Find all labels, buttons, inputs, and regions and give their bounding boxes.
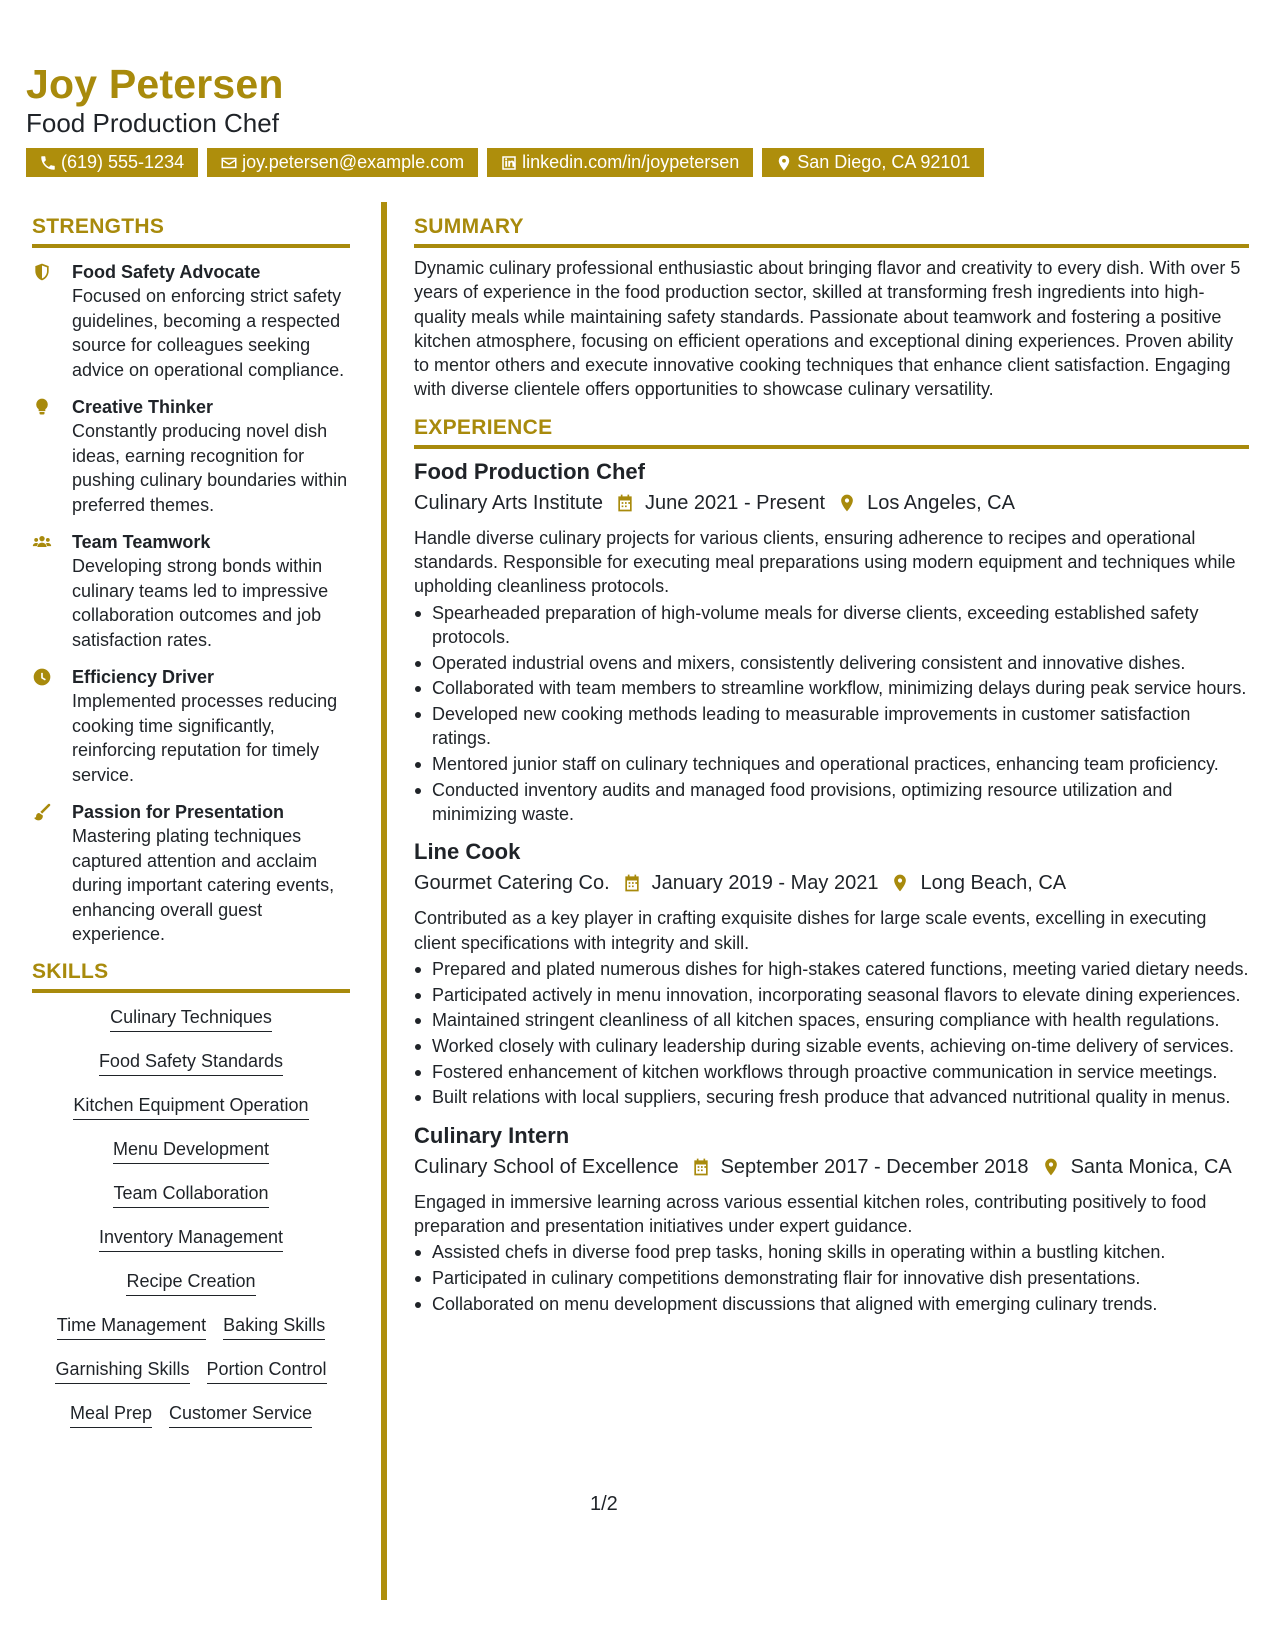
candidate-name: Joy Petersen (26, 61, 284, 107)
job-meta (414, 488, 1249, 518)
bullet-item: Mentored junior staff on culinary techniques and operational practices, enhancing team proficiency. (414, 752, 1249, 776)
job-location: Los Angeles, CA (867, 491, 1015, 514)
users-icon (32, 532, 52, 552)
skills-list (32, 1005, 350, 1445)
job-entry (414, 838, 1249, 1109)
skill-tag: Meal Prep (70, 1401, 152, 1428)
job-meta (414, 1152, 1249, 1182)
skill-tag: Baking Skills (223, 1313, 325, 1340)
bullet-item: Worked closely with culinary leadership during sizable events, achieving on-time delivery of services. (414, 1034, 1249, 1058)
summary-heading: SUMMARY (414, 215, 1249, 248)
page-number: 1/2 (590, 1493, 618, 1515)
skill-tag: Menu Development (113, 1137, 269, 1164)
skill-tag: Customer Service (169, 1401, 312, 1428)
skill-tag: Culinary Techniques (110, 1005, 272, 1032)
contact-email[interactable] (207, 148, 478, 177)
column-divider (381, 202, 387, 1600)
skill-tag: Food Safety Standards (99, 1049, 283, 1076)
skill-tag: Kitchen Equipment Operation (73, 1093, 308, 1120)
bullet-item: Participated actively in menu innovation, incorporating seasonal flavors to elevate dining experiences. (414, 983, 1249, 1007)
job-dates: January 2019 - May 2021 (651, 872, 879, 895)
left-column (32, 215, 350, 1445)
bullet-item: Conducted inventory audits and managed food provisions, optimizing resource utilization and minimizing waste. (414, 778, 1249, 827)
strength-title: Team Teamwork (72, 532, 211, 552)
strength-desc: Mastering plating techniques captured attention and acclaim during important catering events, enhancing overall guest experience. (72, 826, 335, 944)
strength-title: Passion for Presentation (72, 802, 285, 822)
summary-text: Dynamic culinary professional enthusiastic about bringing flavor and creativity to every dish. With over 5 years of experience in the food production sector, skilled at transforming fresh ingredients into high-quality meals while maintaining safety standards. Passionate about teamwork and fostering a positive kitchen atmosphere, focusing on efficient operations and exceptional dining experiences. Proven ability to mentor others and execute innovative cooking techniques that enhance client satisfaction. Engaging with diverse clientele offers opportunities to showcase culinary versatility. (414, 258, 1241, 400)
bullet-item: Assisted chefs in diverse food prep tasks, honing skills in operating within a bustling kitchen. (414, 1240, 1249, 1264)
strength-title: Creative Thinker (72, 397, 214, 417)
map-pin-icon (1041, 1157, 1061, 1177)
job-entry (414, 1122, 1249, 1316)
lightbulb-icon (32, 397, 52, 417)
bullet-item: Collaborated on menu development discussions that aligned with emerging culinary trends. (414, 1292, 1249, 1316)
experience-section (414, 416, 1249, 1316)
job-description: Contributed as a key player in crafting exquisite dishes for large scale events, excelling in executing client specifications with integrity and skill. (414, 908, 1207, 953)
skill-tag: Inventory Management (99, 1225, 283, 1252)
strength-title: Efficiency Driver (72, 667, 215, 687)
job-dates: September 2017 - December 2018 (720, 1155, 1029, 1178)
contact-linkedin[interactable] (487, 148, 753, 177)
skill-tag: Recipe Creation (126, 1269, 255, 1296)
linkedin-text: linkedin.com/in/joypetersen (522, 152, 740, 173)
job-title: Line Cook (414, 839, 521, 865)
calendar-icon (691, 1157, 711, 1177)
strength-title: Food Safety Advocate (72, 262, 261, 282)
bullet-item: Spearheaded preparation of high-volume meals for diverse clients, exceeding established safety protocols. (414, 601, 1249, 650)
job-bullets (414, 957, 1249, 1110)
phone-icon (39, 154, 57, 172)
paintbrush-icon (32, 802, 52, 822)
job-dates: June 2021 - Present (644, 491, 826, 514)
map-pin-icon (837, 493, 857, 513)
job-entry (414, 458, 1249, 827)
job-bullets (414, 1240, 1249, 1316)
linkedin-icon (500, 154, 518, 172)
strengths-heading: STRENGTHS (32, 215, 350, 248)
phone-text: (619) 555-1234 (61, 152, 185, 173)
strength-desc: Constantly producing novel dish ideas, earning recognition for pushing culinary boundaries within preferred themes. (72, 421, 348, 515)
right-column (414, 215, 1249, 1317)
contact-phone[interactable] (26, 148, 198, 177)
bullet-item: Prepared and plated numerous dishes for high-stakes catered functions, meeting varied dietary needs. (414, 957, 1249, 981)
location-text: San Diego, CA 92101 (797, 152, 971, 173)
job-meta (414, 868, 1249, 898)
shield-icon (32, 262, 52, 282)
calendar-icon (622, 873, 642, 893)
skills-heading: SKILLS (32, 960, 350, 993)
bullet-item: Developed new cooking methods leading to measurable improvements in customer satisfaction ratings. (414, 702, 1249, 751)
skill-tag: Team Collaboration (113, 1181, 268, 1208)
job-company: Culinary School of Excellence (414, 1155, 679, 1178)
experience-heading: EXPERIENCE (414, 416, 1249, 449)
bullet-item: Maintained stringent cleanliness of all kitchen spaces, ensuring compliance with health regulations. (414, 1008, 1249, 1032)
job-title: Food Production Chef (414, 458, 645, 484)
calendar-icon (615, 493, 635, 513)
strength-desc: Implemented processes reducing cooking time significantly, reinforcing reputation for timely service. (72, 691, 338, 785)
clock-icon (32, 667, 52, 687)
strength-item (32, 665, 350, 787)
strength-desc: Focused on enforcing strict safety guidelines, becoming a respected source for colleagues seeking advice on operational compliance. (72, 286, 345, 380)
resume-header (26, 62, 1246, 177)
strength-item (32, 260, 350, 382)
bullet-item: Fostered enhancement of kitchen workflows through proactive communication in service meetings. (414, 1060, 1249, 1084)
strength-item (32, 800, 350, 947)
skill-tag: Portion Control (207, 1357, 327, 1384)
skills-section (32, 960, 350, 1445)
job-title: Culinary Intern (414, 1122, 570, 1148)
bullet-item: Participated in culinary competitions demonstrating flair for innovative dish presentations. (414, 1266, 1249, 1290)
candidate-title: Food Production Chef (26, 108, 279, 139)
map-pin-icon (890, 873, 910, 893)
job-company: Gourmet Catering Co. (414, 872, 610, 895)
job-description: Engaged in immersive learning across various essential kitchen roles, contributing positively to food preparation and presentation initiatives under expert guidance. (414, 1191, 1207, 1236)
job-location: Long Beach, CA (920, 872, 1067, 895)
skill-tag: Garnishing Skills (55, 1357, 189, 1384)
job-location: Santa Monica, CA (1070, 1155, 1232, 1178)
bullet-item: Operated industrial ovens and mixers, consistently delivering consistent and innovative dishes. (414, 651, 1249, 675)
envelope-icon (220, 154, 238, 172)
strengths-list (32, 260, 350, 947)
job-bullets (414, 601, 1249, 827)
strength-item (32, 395, 350, 517)
map-pin-icon (775, 154, 793, 172)
bullet-item: Built relations with local suppliers, securing fresh produce that advanced nutritional quality in menus. (414, 1085, 1249, 1109)
skill-tag: Time Management (57, 1313, 206, 1340)
contact-bar (26, 148, 1246, 177)
job-company: Culinary Arts Institute (414, 491, 603, 514)
contact-location (762, 148, 984, 177)
strength-item (32, 530, 350, 652)
bullet-item: Collaborated with team members to streamline workflow, minimizing delays during peak service hours. (414, 676, 1249, 700)
strength-desc: Developing strong bonds within culinary teams led to impressive collaboration outcomes and job satisfaction rates. (72, 556, 329, 650)
job-description: Handle diverse culinary projects for various clients, ensuring adherence to recipes and operational standards. Responsible for executing meal preparations using modern equipment and techniques while upholding cleanliness protocols. (414, 527, 1236, 597)
email-text: joy.petersen@example.com (242, 152, 465, 173)
